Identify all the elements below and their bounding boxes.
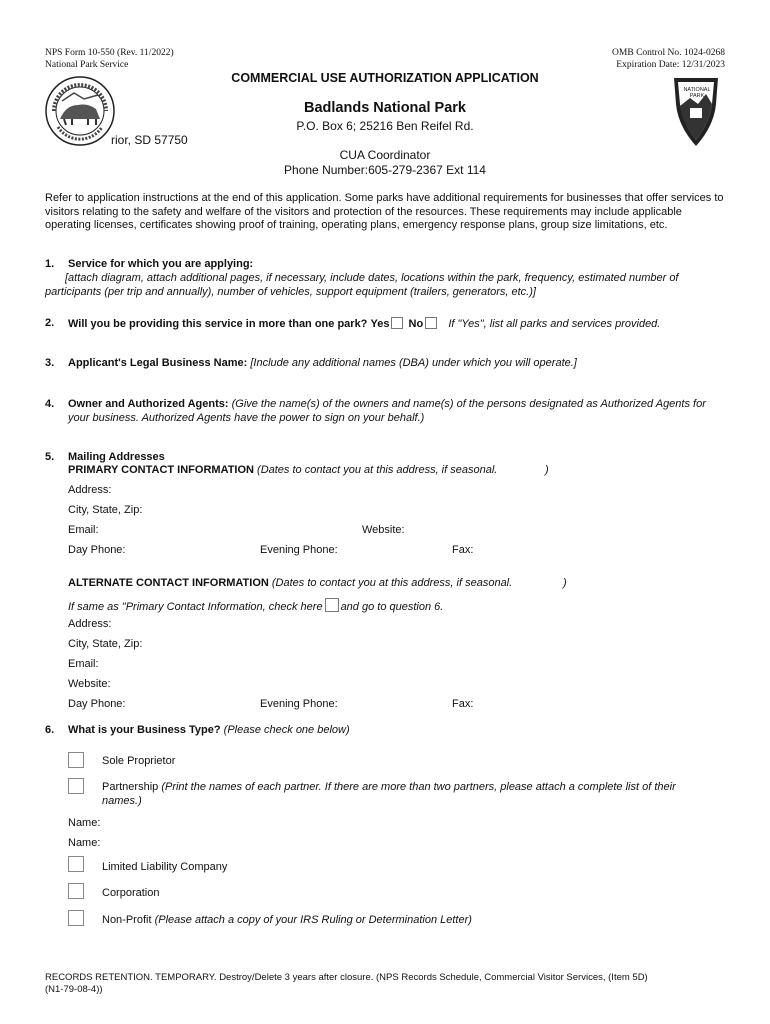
q3-label: Applicant's Legal Business Name: — [68, 357, 248, 369]
q2-no-checkbox[interactable] — [425, 317, 437, 329]
primary-contact-heading — [68, 464, 497, 478]
same-as-checkbox[interactable] — [325, 598, 339, 612]
coordinator-phone: Phone Number:605-279-2367 Ext 114 — [284, 163, 486, 177]
primary-address-label: Address: — [68, 484, 112, 496]
q4-row — [68, 398, 728, 425]
agency-name: National Park Service — [45, 60, 129, 70]
park-name: Badlands National Park — [304, 100, 466, 116]
q1-number: 1. — [45, 258, 55, 270]
coordinator-label: CUA Coordinator — [339, 148, 431, 162]
q2-hint: If "Yes", list all parks and services provided. — [448, 318, 661, 330]
primary-email-label: Email: — [68, 524, 99, 536]
alternate-website-label: Website: — [68, 678, 111, 690]
primary-website-label: Website: — [362, 524, 405, 536]
intro-text: Refer to application instructions at the end of this application. Some parks have additional requirements for businesses that offer services to visitors relating to the safety and welfare of the visitors and protection of the resources. These requirements may include applicable operating licenses, certificates showing proof of training, operating plans, emergency response plans, group size limitations, etc. — [45, 192, 724, 231]
nonprofit-hint: (Please attach a copy of your IRS Ruling or Determination Letter) — [154, 914, 472, 926]
q4-number: 4. — [45, 398, 55, 410]
svg-text:PARK: PARK — [689, 93, 705, 99]
llc-label: Limited Liability Company — [102, 861, 228, 873]
q2-number: 2. — [45, 317, 55, 329]
q2-no-label: No — [408, 318, 424, 330]
q2-label: Will you be providing this service in more than one park? — [68, 318, 368, 330]
q6-number: 6. — [45, 724, 55, 736]
partnership-label: Partnership — [102, 781, 159, 793]
partner-name-2-label: Name: — [68, 837, 101, 849]
partnership-hint: (Print the names of each partner. If there are more than two partners, please attach a complete list of their names.) — [102, 781, 676, 807]
sole-proprietor-checkbox[interactable] — [68, 752, 84, 768]
q3-row — [68, 357, 577, 371]
q2-yes-label: Yes — [370, 318, 390, 330]
park-address: P.O. Box 6; 25216 Ben Reifel Rd. — [296, 119, 474, 133]
form-number: NPS Form 10-550 (Rev. 11/2022) — [45, 48, 174, 58]
partnership-checkbox[interactable] — [68, 778, 84, 794]
alternate-contact-hint: (Dates to contact you at this address, if seasonal. — [271, 577, 513, 589]
q5-label: Mailing Addresses — [68, 451, 165, 463]
primary-day-phone-label: Day Phone: — [68, 544, 126, 556]
corporation-label: Corporation — [102, 887, 160, 899]
expiration-date: Expiration Date: 12/31/2023 — [616, 60, 725, 70]
alternate-day-phone-label: Day Phone: — [68, 698, 126, 710]
q4-label: Owner and Authorized Agents: — [68, 398, 229, 410]
q3-number: 3. — [45, 357, 55, 369]
partner-name-1-label: Name: — [68, 817, 101, 829]
primary-contact-label: PRIMARY CONTACT INFORMATION — [68, 464, 254, 476]
primary-close-paren: ) — [545, 464, 549, 476]
nonprofit-label: Non-Profit — [102, 914, 152, 926]
q2-row — [68, 317, 660, 332]
nonprofit-checkbox[interactable] — [68, 910, 84, 926]
q6-row — [68, 724, 350, 738]
alternate-contact-label: ALTERNATE CONTACT INFORMATION — [68, 577, 269, 589]
alternate-close-paren: ) — [563, 577, 567, 589]
alternate-evening-phone-label: Evening Phone: — [260, 698, 338, 710]
q1-label: Service for which you are applying: — [68, 258, 254, 270]
same-as-text-after: and go to question 6. — [340, 601, 444, 613]
q4-hint: (Give the name(s) of the owners and name(s) of the persons designated as Authorized Agents for your business. Authorized Agents have the power to sign on your behalf.) — [68, 398, 706, 424]
alternate-email-label: Email: — [68, 658, 99, 670]
records-retention-footer: RECORDS RETENTION. TEMPORARY. Destroy/Delete 3 years after closure. (NPS Records Schedule, Commercial Visitor Services, (Item 5D) (N1-79-08-4)) — [45, 972, 648, 995]
q1-hint: [attach diagram, attach additional pages, if necessary, include dates, locations within the park, frequency, estimated number of participants (per trip and annually), number of vehicles, support equipment (trailers, generators, etc.)] — [45, 272, 679, 298]
alternate-address-label: Address: — [68, 618, 112, 630]
alternate-city-label: City, State, Zip: — [68, 638, 143, 650]
omb-control: OMB Control No. 1024-0268 — [612, 48, 725, 58]
primary-fax-label: Fax: — [452, 544, 474, 556]
same-as-text: If same as "Primary Contact Information, check here — [68, 601, 323, 613]
corporation-checkbox[interactable] — [68, 883, 84, 899]
primary-city-label: City, State, Zip: — [68, 504, 143, 516]
alternate-fax-label: Fax: — [452, 698, 474, 710]
alternate-contact-heading — [68, 577, 512, 591]
q3-hint: [Include any additional names (DBA) under which you will operate.] — [250, 357, 577, 369]
primary-contact-hint: (Dates to contact you at this address, if seasonal. — [257, 464, 498, 476]
partnership-row — [102, 781, 712, 808]
llc-checkbox[interactable] — [68, 856, 84, 872]
q5-number: 5. — [45, 451, 55, 463]
q6-label: What is your Business Type? — [68, 724, 221, 736]
same-as-row — [68, 598, 443, 615]
sole-proprietor-label: Sole Proprietor — [102, 755, 176, 767]
nonprofit-row — [102, 914, 472, 926]
svg-text:NATIONAL: NATIONAL — [683, 87, 711, 93]
q6-hint: (Please check one below) — [223, 724, 350, 736]
q2-yes-checkbox[interactable] — [391, 317, 403, 329]
primary-evening-phone-label: Evening Phone: — [260, 544, 338, 556]
park-city: rior, SD 57750 — [111, 133, 188, 147]
form-title: COMMERCIAL USE AUTHORIZATION APPLICATION — [231, 71, 539, 85]
